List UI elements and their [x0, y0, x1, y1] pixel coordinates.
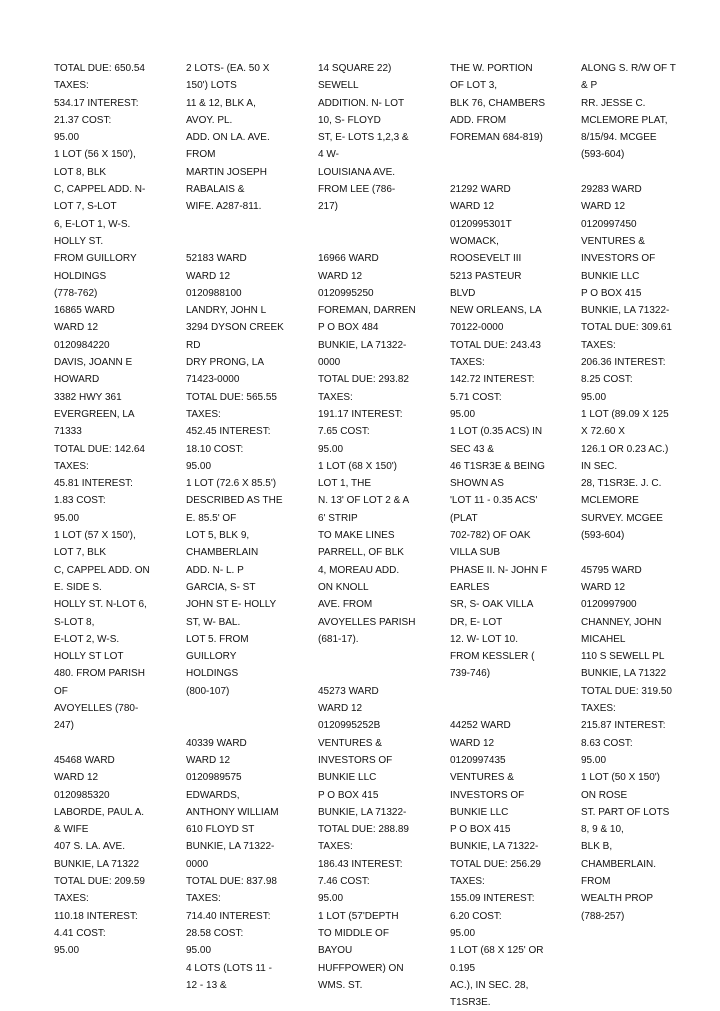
record-line: 11 & 12, BLK A, — [186, 97, 256, 109]
record-line: 0120988100 — [186, 287, 242, 299]
record-line: ROOSEVELT III — [450, 253, 522, 265]
record-line: (593-604) — [581, 530, 625, 542]
record-line: 480. FROM PARISH — [54, 668, 145, 680]
record-line: 8.63 COST: — [581, 737, 633, 749]
record-line: LOT 1, THE — [318, 478, 371, 490]
record-line: & WIFE — [54, 824, 89, 836]
record-line: TAXES: — [581, 339, 616, 351]
record-line: 45795 WARD — [581, 564, 642, 576]
record-line: THE W. PORTION — [450, 63, 533, 74]
record-line: 8, 9 & 10, — [581, 824, 624, 836]
record-line: 44252 WARD — [450, 720, 511, 732]
record-line: ALONG S. R/W OF T — [581, 63, 676, 74]
record-line: BUNKIE LLC — [581, 270, 640, 282]
record-line: TOTAL DUE: 209.59 — [54, 876, 145, 888]
record-line: 0120997900 — [581, 599, 637, 611]
record-line: BLVD — [450, 287, 476, 299]
record-line: 1 LOT (0.35 ACS) IN — [450, 426, 543, 438]
record-line: WARD 12 — [54, 322, 99, 334]
record-line: 1 LOT (56 X 150'), — [54, 149, 136, 161]
record-line: RR. JESSE C. — [581, 97, 646, 109]
record-line: HOLLY ST. — [54, 235, 104, 247]
record-line: 95.00 — [54, 512, 80, 524]
record-line: 40339 WARD — [186, 737, 247, 749]
record-line: TO MIDDLE OF — [318, 927, 389, 939]
record-line: 28.58 COST: — [186, 927, 244, 939]
record-line: 7.65 COST: — [318, 426, 370, 438]
record-line: P O BOX 484 — [318, 322, 379, 334]
record-line: 95.00 — [581, 391, 607, 403]
record-line: TAXES: — [54, 893, 89, 905]
record-line: 1.83 COST: — [54, 495, 106, 507]
record-line: BUNKIE, LA 71322 — [54, 858, 140, 870]
record-line: 95.00 — [186, 945, 212, 957]
record-line: 18.10 COST: — [186, 443, 244, 455]
record-line: SEC 43 & — [450, 443, 494, 455]
record-line: 46 T1SR3E & BEING — [450, 460, 545, 472]
record-line: 7.46 COST: — [318, 876, 370, 888]
record-line: ANTHONY WILLIAM — [186, 806, 279, 818]
record-line: 0120995301T — [450, 218, 512, 230]
record-line: EVERGREEN, LA — [54, 408, 135, 420]
record-line: 155.09 INTEREST: — [450, 893, 535, 905]
record-line: WARD 12 — [581, 201, 626, 213]
record-line: IN SEC. — [581, 460, 618, 472]
record-line: 45.81 INTEREST: — [54, 478, 133, 490]
record-line: WEALTH PROP — [581, 893, 654, 905]
record-line: VENTURES & — [581, 235, 645, 247]
record-line: TAXES: — [54, 80, 89, 92]
record-line: 45273 WARD — [318, 685, 379, 697]
record-line: 150') LOTS — [186, 80, 237, 92]
record-line: 206.36 INTEREST: — [581, 357, 666, 369]
record-line: TAXES: — [54, 460, 89, 472]
record-line: WOMACK, — [450, 235, 499, 247]
record-line: 0000 — [186, 858, 209, 870]
record-line: BUNKIE, LA 71322- — [186, 841, 275, 853]
record-line: 3382 HWY 361 — [54, 391, 122, 403]
record-line: 1 LOT (50 X 150') — [581, 772, 660, 784]
record-line: 1 LOT (68 X 125' OR — [450, 945, 544, 957]
record-line: 0120997435 — [450, 754, 506, 766]
record-line: 702-782) OF OAK — [450, 530, 531, 542]
record-line: TOTAL DUE: 288.89 — [318, 824, 409, 836]
record-line: WARD 12 — [318, 270, 363, 282]
record-line: 16865 WARD — [54, 305, 115, 317]
record-line: 8/15/94. MCGEE — [581, 132, 657, 144]
record-line: PHASE II. N- JOHN F — [450, 564, 548, 576]
record-line: TAXES: — [581, 703, 616, 715]
record-line: HOLDINGS — [186, 668, 239, 680]
record-line: LANDRY, JOHN L — [186, 305, 267, 317]
record-line: LOT 5, BLK 9, — [186, 530, 250, 542]
record-line: 6.20 COST: — [450, 910, 502, 922]
record-line: 10, S- FLOYD — [318, 114, 381, 126]
record-line: N. 13' OF LOT 2 & A — [318, 495, 410, 507]
record-line: 45468 WARD — [54, 755, 115, 766]
record-line: WMS. ST. — [318, 979, 363, 991]
record-line: BUNKIE, LA 71322- — [318, 806, 407, 818]
record-line: (778-762) — [54, 287, 98, 299]
record-line: 95.00 — [450, 408, 476, 420]
record-line: C, CAPPEL ADD. N- — [54, 184, 146, 196]
record-line: TOTAL DUE: 565.55 — [186, 391, 277, 403]
record-line: WARD 12 — [186, 270, 231, 282]
record-line: PARRELL, OF BLK — [318, 547, 404, 559]
record-line: 0120985320 — [54, 789, 110, 801]
record-line: WIFE. A287-811. — [186, 201, 262, 213]
record-line: (681-17). — [318, 633, 359, 645]
record-line: 95.00 — [54, 132, 80, 144]
record-line: CHAMBERLAIN — [186, 547, 259, 559]
record-line: ST, E- LOTS 1,2,3 & — [318, 132, 409, 144]
record-line: 0120995252B — [318, 720, 381, 732]
record-line: RABALAIS & — [186, 184, 245, 196]
record-line: BUNKIE LLC — [450, 806, 509, 818]
record-line: TOTAL DUE: 837.98 — [186, 876, 277, 888]
record-line: T1SR3E. — [450, 997, 491, 1009]
record-block — [318, 250, 446, 648]
record-line: 12. W- LOT 10. — [450, 633, 518, 645]
record-line: OF — [54, 685, 68, 697]
record-line: HOWARD — [54, 374, 100, 386]
record-line: INVESTORS OF — [581, 253, 656, 265]
record-line: HOLLY ST. N-LOT 6, — [54, 599, 147, 611]
record-line: 5213 PASTEUR — [450, 270, 522, 282]
record-line: FOREMAN 684-819) — [450, 132, 543, 144]
record-line: E-LOT 2, W-S. — [54, 633, 120, 645]
record-block — [186, 250, 314, 700]
record-block — [581, 181, 709, 544]
record-line: FOREMAN, DARREN — [318, 305, 416, 317]
record-block — [318, 683, 446, 994]
record-line: NEW ORLEANS, LA — [450, 305, 542, 317]
record-line: 1 LOT (72.6 X 85.5') — [186, 478, 277, 490]
record-line: (PLAT — [450, 512, 478, 524]
record-line: 1 LOT (57 X 150'), — [54, 530, 136, 542]
record-line: 217) — [318, 201, 339, 213]
record-block — [54, 302, 182, 734]
record-line: WARD 12 — [54, 772, 99, 784]
record-line: (800-107) — [186, 685, 230, 697]
record-line: VENTURES & — [318, 737, 382, 749]
record-line: AC.), IN SEC. 28, — [450, 979, 529, 991]
record-line: VILLA SUB — [450, 547, 501, 559]
record-line: WARD 12 — [450, 737, 495, 749]
record-line: TOTAL DUE: 293.82 — [318, 374, 409, 386]
record-line: LABORDE, PAUL A. — [54, 806, 145, 818]
record-line: SURVEY. MCGEE — [581, 512, 663, 524]
record-line: VENTURES & — [450, 772, 514, 784]
record-line: GUILLORY — [186, 651, 237, 663]
record-line: BAYOU — [318, 945, 353, 957]
record-line: EARLES — [450, 581, 490, 593]
record-line: TAXES: — [450, 876, 485, 888]
record-line: ADD. ON LA. AVE. — [186, 132, 270, 144]
record-line: 142.72 INTEREST: — [450, 374, 535, 386]
record-line: 4, MOREAU ADD. — [318, 564, 400, 576]
record-line: 126.1 OR 0.23 AC.) — [581, 443, 669, 455]
record-line: 16966 WARD — [318, 253, 379, 265]
record-line: MCLEMORE — [581, 495, 639, 507]
record-line: P O BOX 415 — [581, 287, 642, 299]
record-line: 71423-0000 — [186, 374, 240, 386]
record-line: 29283 WARD — [581, 184, 642, 196]
record-line: AVOY. PL. — [186, 114, 233, 126]
record-block — [450, 181, 578, 683]
record-line: LOT 5. FROM — [186, 633, 249, 645]
record-line: TOTAL DUE: 142.64 — [54, 443, 145, 455]
record-line: 0.195 — [450, 962, 476, 974]
record-line: 95.00 — [54, 945, 80, 957]
record-line: 0000 — [318, 357, 341, 369]
record-line: 12 - 13 & — [186, 979, 227, 991]
record-line: 52183 WARD — [186, 253, 247, 265]
record-line: TOTAL DUE: 243.43 — [450, 339, 541, 351]
record-line: SR, S- OAK VILLA — [450, 599, 534, 611]
record-line: 714.40 INTEREST: — [186, 910, 271, 922]
record-line: FROM — [581, 876, 611, 888]
record-line: 95.00 — [581, 754, 607, 766]
record-line: CHAMBERLAIN. — [581, 858, 657, 870]
record-line: BUNKIE, LA 71322- — [318, 339, 407, 351]
record-line: 1 LOT (57'DEPTH — [318, 910, 399, 922]
record-line: INVESTORS OF — [450, 789, 525, 801]
record-line: 'LOT 11 - 0.35 ACS' — [450, 495, 538, 507]
record-line: FROM GUILLORY — [54, 253, 137, 265]
record-line: RD — [186, 339, 201, 351]
record-line: 1 LOT (68 X 150') — [318, 460, 397, 472]
record-line: 0120984220 — [54, 339, 110, 351]
record-line: MICAHEL — [581, 633, 626, 645]
record-line: DR, E- LOT — [450, 616, 503, 628]
record-line: WARD 12 — [581, 581, 626, 593]
record-line: 0120989575 — [186, 772, 242, 784]
record-line: BUNKIE, LA 71322 — [581, 668, 667, 680]
record-line: 0120997450 — [581, 218, 637, 230]
record-block — [186, 60, 314, 216]
record-line: ADD. N- L. P — [186, 564, 244, 576]
record-block — [581, 60, 709, 164]
record-line: ST. PART OF LOTS — [581, 806, 670, 818]
record-line: 8.25 COST: — [581, 374, 633, 386]
record-line: 4 LOTS (LOTS 11 - — [186, 962, 272, 974]
record-line: TAXES: — [318, 841, 353, 853]
record-line: S-LOT 8, — [54, 616, 95, 628]
record-block — [318, 60, 446, 216]
record-line: 110 S SEWELL PL — [581, 651, 665, 663]
record-line: TAXES: — [186, 408, 221, 420]
record-line: 191.17 INTEREST: — [318, 408, 403, 420]
record-line: 95.00 — [450, 927, 476, 939]
record-line: GARCIA, S- ST — [186, 581, 256, 593]
record-line: X 72.60 X — [581, 426, 625, 438]
record-block — [54, 60, 182, 302]
record-line: FROM — [186, 149, 216, 161]
record-line: P O BOX 415 — [450, 824, 511, 836]
record-line: 6, E-LOT 1, W-S. — [54, 218, 131, 230]
record-line: 14 SQUARE 22) — [318, 63, 392, 74]
record-line: 95.00 — [318, 893, 344, 905]
record-line: (593-604) — [581, 149, 625, 161]
record-line: CHANNEY, JOHN — [581, 616, 662, 628]
record-block — [54, 752, 182, 960]
record-line: MCLEMORE PLAT, — [581, 114, 668, 126]
record-line: 4 W- — [318, 149, 339, 161]
record-line: 610 FLOYD ST — [186, 824, 255, 836]
record-line: TO MAKE LINES — [318, 530, 395, 542]
record-line: TAXES: — [450, 357, 485, 369]
record-line: 5.71 COST: — [450, 391, 502, 403]
record-line: AVOYELLES (780- — [54, 703, 139, 715]
record-line: HOLLY ST LOT — [54, 651, 124, 663]
record-line: 407 S. LA. AVE. — [54, 841, 125, 853]
record-line: 215.87 INTEREST: — [581, 720, 666, 732]
record-line: 186.43 INTEREST: — [318, 858, 403, 870]
record-line: DESCRIBED AS THE — [186, 495, 283, 507]
record-line: ADD. FROM — [450, 114, 507, 126]
record-line: BUNKIE, LA 71322- — [581, 305, 670, 317]
record-line: 3294 DYSON CREEK — [186, 322, 284, 334]
record-line: TAXES: — [186, 893, 221, 905]
record-line: EDWARDS, — [186, 789, 240, 801]
record-line: P O BOX 415 — [318, 789, 379, 801]
record-line: TOTAL DUE: 319.50 — [581, 685, 672, 697]
record-line: 0120995250 — [318, 287, 374, 299]
record-line: LOT 7, BLK — [54, 547, 107, 559]
record-line: E. SIDE S. — [54, 581, 102, 593]
record-line: (788-257) — [581, 910, 625, 922]
record-line: LOUISIANA AVE. — [318, 166, 396, 178]
record-line: 28, T1SR3E. J. C. — [581, 478, 662, 490]
record-line: 21.37 COST: — [54, 114, 112, 126]
record-line: BLK B, — [581, 841, 613, 853]
record-line: AVE. FROM — [318, 599, 373, 611]
record-line: FROM KESSLER ( — [450, 651, 535, 663]
record-line: BLK 76, CHAMBERS — [450, 97, 546, 109]
record-line: BUNKIE, LA 71322- — [450, 841, 539, 853]
record-line: DAVIS, JOANN E — [54, 357, 133, 369]
record-line: INVESTORS OF — [318, 754, 393, 766]
record-line: LOT 8, BLK — [54, 166, 107, 178]
record-line: WARD 12 — [318, 703, 363, 715]
record-line: BUNKIE LLC — [318, 772, 377, 784]
record-line: ON ROSE — [581, 789, 628, 801]
record-line: 247) — [54, 720, 75, 732]
record-line: 70122-0000 — [450, 322, 504, 334]
record-line: JOHN ST E- HOLLY — [186, 599, 277, 611]
record-line: E. 85.5' OF — [186, 512, 237, 524]
record-line: WARD 12 — [450, 201, 495, 213]
record-line: HUFFPOWER) ON — [318, 962, 404, 974]
record-line: ADDITION. N- LOT — [318, 97, 405, 109]
record-line: 6' STRIP — [318, 512, 358, 524]
record-line: 4.41 COST: — [54, 927, 106, 939]
record-line: MARTIN JOSEPH — [186, 166, 267, 178]
record-line: WARD 12 — [186, 754, 231, 766]
record-line: SHOWN AS — [450, 478, 504, 490]
record-line: SEWELL — [318, 80, 359, 92]
record-line: & P — [581, 80, 598, 92]
record-line: LOT 7, S-LOT — [54, 201, 117, 213]
record-line: 452.45 INTEREST: — [186, 426, 271, 438]
record-line: DRY PRONG, LA — [186, 357, 264, 369]
record-line: ON KNOLL — [318, 581, 369, 593]
record-line: 95.00 — [186, 460, 212, 472]
record-line: 1 LOT (89.09 X 125 — [581, 408, 669, 420]
record-line: 110.18 INTEREST: — [54, 910, 138, 922]
record-block — [186, 735, 314, 994]
record-line: 95.00 — [318, 443, 344, 455]
record-line: C, CAPPEL ADD. ON — [54, 564, 150, 576]
record-line: TOTAL DUE: 650.54 — [54, 63, 145, 74]
record-line: 21292 WARD — [450, 184, 511, 196]
record-line: 739-746) — [450, 668, 491, 680]
record-block — [450, 717, 578, 1011]
record-line: HOLDINGS — [54, 270, 107, 282]
record-line: 534.17 INTEREST: — [54, 97, 139, 109]
record-line: OF LOT 3, — [450, 80, 498, 92]
record-line: ST, W- BAL. — [186, 616, 241, 628]
record-line: FROM LEE (786- — [318, 184, 396, 196]
record-line: TAXES: — [318, 391, 353, 403]
record-block — [450, 60, 578, 146]
record-line: TOTAL DUE: 256.29 — [450, 858, 541, 870]
record-line: 2 LOTS- (EA. 50 X — [186, 63, 270, 74]
record-line: 71333 — [54, 426, 82, 438]
record-block — [581, 562, 709, 925]
record-line: AVOYELLES PARISH — [318, 616, 416, 628]
record-line: TOTAL DUE: 309.61 — [581, 322, 672, 334]
